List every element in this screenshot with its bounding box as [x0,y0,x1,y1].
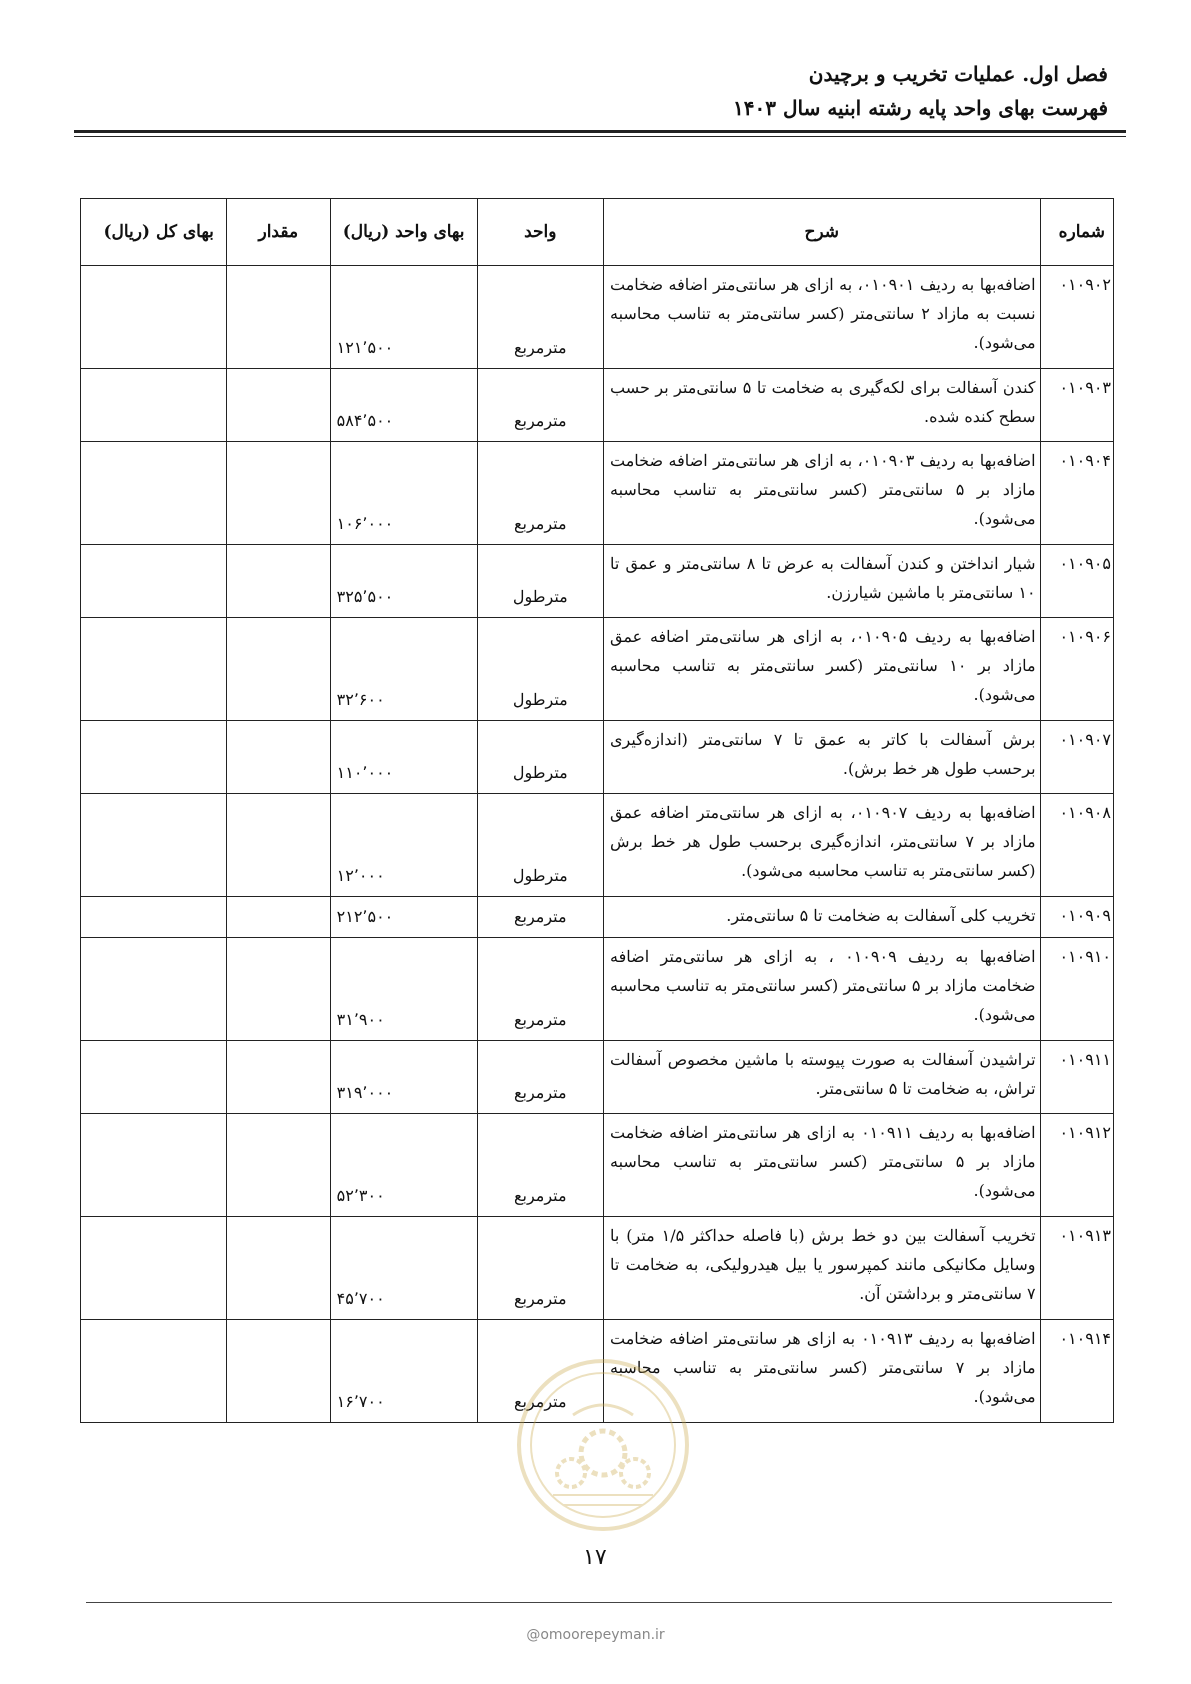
row-unit-price: ۱۲٬۰۰۰ [330,794,477,897]
row-number: ۰۱۰۹۱۴ [1040,1320,1113,1423]
row-description: شیار انداختن و کندن آسفالت به عرض تا ۸ سانتی‌متر و عمق تا ۱۰ سانتی‌متر با ماشین شیارزن. [604,545,1041,618]
row-description: اضافه‌بها به ردیف ۰۱۰۹۰۷، به ازای هر سانتی‌متر اضافه عمق مازاد بر ۷ سانتی‌متر، اندازه‌گیری برحسب طول هر خط برش (کسر سانتی‌متر به تناسب محاسبه می‌شود). [604,794,1041,897]
column-header-total-price: بهای کل (ریال) [81,199,227,266]
price-table [80,198,1114,1423]
row-number: ۰۱۰۹۰۵ [1040,545,1113,618]
row-unit: مترطول [477,721,603,794]
row-quantity [226,897,330,938]
row-quantity [226,1320,330,1423]
row-quantity [226,794,330,897]
row-total-price [81,266,227,369]
row-total-price [81,1320,227,1423]
row-description: اضافه‌بها به ردیف ۰۱۰۹۱۱ به ازای هر سانتی‌متر اضافه ضخامت مازاد بر ۵ سانتی‌متر (کسر سانتی‌متر به تناسب محاسبه می‌شود). [604,1114,1041,1217]
row-total-price [81,545,227,618]
row-quantity [226,1041,330,1114]
row-total-price [81,1041,227,1114]
header-rule-thin [74,136,1126,137]
row-unit: مترطول [477,618,603,721]
row-unit-price: ۱۲۱٬۵۰۰ [330,266,477,369]
row-description: اضافه‌بها به ردیف ۰۱۰۹۰۹ ، به ازای هر سانتی‌متر اضافه ضخامت مازاد بر ۵ سانتی‌متر (کسر سانتی‌متر به تناسب محاسبه می‌شود). [604,938,1041,1041]
row-number: ۰۱۰۹۰۴ [1040,442,1113,545]
row-description: اضافه‌بها به ردیف ۰۱۰۹۰۱، به ازای هر سانتی‌متر اضافه ضخامت نسبت به مازاد ۲ سانتی‌متر (کسر سانتی‌متر به تناسب محاسبه می‌شود). [604,266,1041,369]
row-description: اضافه‌بها به ردیف ۰۱۰۹۰۵، به ازای هر سانتی‌متر اضافه عمق مازاد بر ۱۰ سانتی‌متر (کسر سانتی‌متر به تناسب محاسبه می‌شود). [604,618,1041,721]
row-number: ۰۱۰۹۱۱ [1040,1041,1113,1114]
row-total-price [81,897,227,938]
row-number: ۰۱۰۹۱۲ [1040,1114,1113,1217]
column-header-unit: واحد [477,199,603,266]
row-unit: مترمربع [477,1041,603,1114]
table-row [81,545,1114,618]
row-number: ۰۱۰۹۱۳ [1040,1217,1113,1320]
row-quantity [226,369,330,442]
page-number: ۱۷ [583,1545,607,1570]
row-number: ۰۱۰۹۰۳ [1040,369,1113,442]
row-total-price [81,1114,227,1217]
row-unit: مترمربع [477,266,603,369]
row-unit: مترطول [477,794,603,897]
table-row [81,618,1114,721]
row-unit-price: ۳۲٬۶۰۰ [330,618,477,721]
row-unit: مترمربع [477,1114,603,1217]
row-number: ۰۱۰۹۰۸ [1040,794,1113,897]
row-description: تخریب کلی آسفالت به ضخامت تا ۵ سانتی‌متر. [604,897,1041,938]
row-unit: مترمربع [477,1217,603,1320]
row-description: تخریب آسفالت بین دو خط برش (با فاصله حداکثر ۱/۵ متر) با وسایل مکانیکی مانند کمپرسور یا بیل هیدرولیکی، به ضخامت تا ۷ سانتی‌متر و برداشتن آن. [604,1217,1041,1320]
row-total-price [81,721,227,794]
table-row [81,442,1114,545]
header-rule-thick [74,130,1126,133]
row-total-price [81,1217,227,1320]
row-total-price [81,442,227,545]
row-quantity [226,938,330,1041]
row-number: ۰۱۰۹۰۷ [1040,721,1113,794]
table-row [81,794,1114,897]
table-row [81,266,1114,369]
row-unit-price: ۳۲۵٬۵۰۰ [330,545,477,618]
column-header-description: شرح [604,199,1041,266]
row-quantity [226,266,330,369]
row-unit-price: ۱۱۰٬۰۰۰ [330,721,477,794]
row-unit: مترمربع [477,897,603,938]
footer-rule [86,1602,1112,1603]
table-row [81,1041,1114,1114]
row-quantity [226,1217,330,1320]
table-row [81,1114,1114,1217]
row-total-price [81,938,227,1041]
row-total-price [81,369,227,442]
table-body [81,266,1114,1423]
table-row [81,938,1114,1041]
row-description: اضافه‌بها به ردیف ۰۱۰۹۱۳ به ازای هر سانتی‌متر اضافه ضخامت مازاد بر ۷ سانتی‌متر (کسر سانتی‌متر به تناسب محاسبه می‌شود). [604,1320,1041,1423]
row-total-price [81,794,227,897]
row-unit: مترمربع [477,442,603,545]
table-row [81,369,1114,442]
row-unit: مترمربع [477,1320,603,1423]
row-unit: مترمربع [477,938,603,1041]
row-unit-price: ۵۸۴٬۵۰۰ [330,369,477,442]
row-unit-price: ۴۵٬۷۰۰ [330,1217,477,1320]
row-number: ۰۱۰۹۰۹ [1040,897,1113,938]
document-subtitle: فهرست بهای واحد پایه رشته ابنیه سال ۱۴۰۳ [733,96,1108,120]
row-unit-price: ۳۱٬۹۰۰ [330,938,477,1041]
row-description: اضافه‌بها به ردیف ۰۱۰۹۰۳، به ازای هر سانتی‌متر اضافه ضخامت مازاد بر ۵ سانتی‌متر (کسر سانتی‌متر به تناسب محاسبه می‌شود). [604,442,1041,545]
table-row [81,897,1114,938]
row-unit-price: ۲۱۲٬۵۰۰ [330,897,477,938]
row-unit-price: ۱۰۶٬۰۰۰ [330,442,477,545]
row-quantity [226,721,330,794]
footer-website: @omoorepeyman.ir [526,1627,665,1643]
column-header-unit-price: بهای واحد (ریال) [330,199,477,266]
table-row [81,1320,1114,1423]
row-quantity [226,618,330,721]
row-quantity [226,545,330,618]
row-quantity [226,442,330,545]
chapter-title: فصل اول. عملیات تخریب و برچیدن [808,62,1108,86]
row-description: برش آسفالت با کاتر به عمق تا ۷ سانتی‌متر (اندازه‌گیری برحسب طول هر خط برش). [604,721,1041,794]
row-total-price [81,618,227,721]
row-unit-price: ۳۱۹٬۰۰۰ [330,1041,477,1114]
table-row [81,721,1114,794]
row-quantity [226,1114,330,1217]
row-number: ۰۱۰۹۰۶ [1040,618,1113,721]
table-row [81,1217,1114,1320]
row-number: ۰۱۰۹۱۰ [1040,938,1113,1041]
row-description: کندن آسفالت برای لکه‌گیری به ضخامت تا ۵ سانتی‌متر بر حسب سطح کنده شده. [604,369,1041,442]
table-header-row [81,199,1114,266]
row-unit: مترطول [477,545,603,618]
row-unit: مترمربع [477,369,603,442]
row-unit-price: ۵۲٬۳۰۰ [330,1114,477,1217]
row-description: تراشیدن آسفالت به صورت پیوسته با ماشین مخصوص آسفالت تراش، به ضخامت تا ۵ سانتی‌متر. [604,1041,1041,1114]
row-number: ۰۱۰۹۰۲ [1040,266,1113,369]
column-header-number: شماره [1040,199,1113,266]
page-header [733,60,1108,122]
column-header-quantity: مقدار [226,199,330,266]
row-unit-price: ۱۶٬۷۰۰ [330,1320,477,1423]
